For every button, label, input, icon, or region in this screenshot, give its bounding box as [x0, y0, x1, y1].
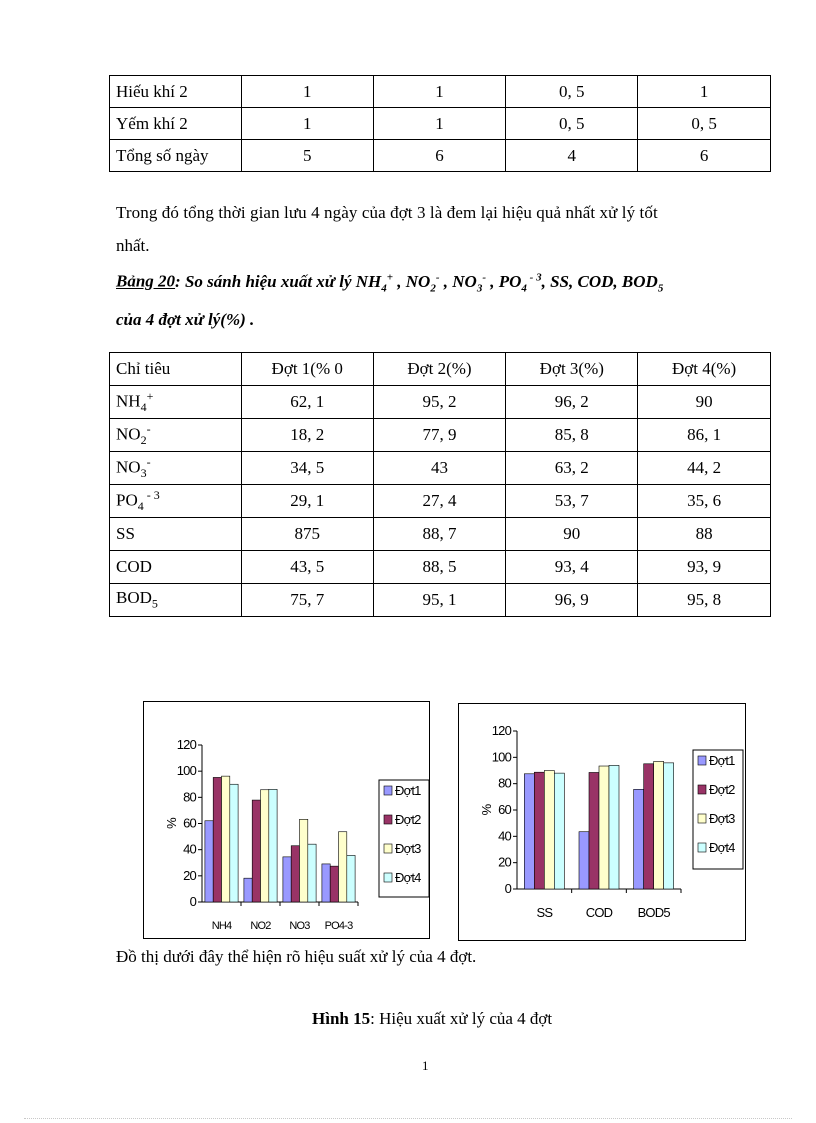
- table-cell: 1: [241, 108, 373, 140]
- legend-label: Đợt1: [395, 783, 421, 798]
- value-cell: 43, 5: [241, 551, 373, 584]
- table-cell: 1: [373, 108, 506, 140]
- y-tick-label: 80: [498, 775, 511, 791]
- x-tick-label: NO3: [289, 920, 310, 932]
- parameter-cell: $NO_2^-$: [110, 419, 242, 452]
- value-cell: 18, 2: [241, 419, 373, 452]
- value-cell: 29, 1: [241, 485, 373, 518]
- bar-t2-po43: [330, 866, 338, 902]
- value-cell: 53, 7: [506, 485, 638, 518]
- y-axis-label: %: [164, 818, 179, 829]
- value-cell: 63, 2: [506, 452, 638, 485]
- chart-ss-cod-bod-plot: [459, 704, 745, 940]
- table-row: [110, 76, 771, 108]
- value-cell: 96, 9: [506, 584, 638, 617]
- table-row: [110, 419, 771, 452]
- page-footer-line: [24, 1118, 792, 1119]
- value-cell: 93, 4: [506, 551, 638, 584]
- bar-t1-cod: [579, 832, 589, 889]
- table-cell: 0, 5: [638, 108, 771, 140]
- table-cell: 4: [506, 140, 638, 172]
- value-cell: 90: [638, 386, 771, 419]
- value-cell: 62, 1: [241, 386, 373, 419]
- bar-t4-no3: [308, 844, 316, 902]
- legend-label: Đợt2: [709, 782, 735, 797]
- table-caption-label: Bảng 20: [116, 271, 176, 291]
- bar-t3-bod5: [654, 761, 664, 889]
- column-header: Đợt 3(%): [506, 353, 638, 386]
- value-cell: 875: [241, 518, 373, 551]
- legend-swatch: [698, 785, 706, 794]
- bar-t3-po43: [339, 832, 347, 902]
- y-tick-label: 40: [498, 828, 511, 844]
- x-tick-label: SS: [536, 905, 553, 920]
- x-tick-label: NH4: [211, 920, 232, 932]
- x-tick-label: NO2: [250, 920, 271, 932]
- column-header: Đợt 4(%): [638, 353, 771, 386]
- bar-t1-bod5: [634, 789, 644, 889]
- x-tick-label: BOD5: [637, 905, 670, 920]
- parameter-cell: $BOD_5$: [110, 584, 242, 617]
- y-tick-label: 20: [183, 867, 196, 883]
- table-caption: [116, 262, 776, 335]
- value-cell: 34, 5: [241, 452, 373, 485]
- bar-t1-nh4: [205, 821, 213, 902]
- column-header: Đợt 1(% 0: [241, 353, 373, 386]
- table-row: [110, 108, 771, 140]
- chart-ss-cod-bod: [458, 703, 746, 941]
- bar-t3-no3: [300, 819, 308, 902]
- value-cell: 86, 1: [638, 419, 771, 452]
- bar-t2-nh4: [213, 777, 221, 902]
- page-number: 1: [422, 1058, 429, 1073]
- bar-t1-po43: [322, 864, 330, 902]
- y-tick-label: 60: [183, 815, 196, 831]
- y-tick-label: 0: [189, 894, 196, 909]
- retention-days-table: [109, 75, 771, 172]
- bar-t4-nh4: [230, 784, 238, 902]
- table-row: [110, 551, 771, 584]
- y-tick-label: 60: [498, 802, 511, 817]
- table-row: [110, 485, 771, 518]
- y-tick-label: 100: [176, 763, 196, 779]
- figure-caption: [312, 1004, 552, 1034]
- legend-swatch: [698, 843, 706, 852]
- bar-t3-ss: [544, 771, 554, 890]
- paragraph-line: nhất.: [116, 236, 150, 255]
- legend-label: Đợt4: [709, 840, 735, 855]
- parameter-cell: SS: [110, 518, 242, 551]
- table-cell: 0, 5: [506, 76, 638, 108]
- legend-swatch: [384, 815, 392, 824]
- chart-nutrients: [143, 701, 430, 939]
- table-row: [110, 584, 771, 617]
- parameter-cell: $PO_4$ $^{- 3}$: [110, 485, 242, 518]
- value-cell: 27, 4: [373, 485, 506, 518]
- y-tick-label: 80: [183, 789, 196, 805]
- legend-swatch: [384, 786, 392, 795]
- value-cell: 85, 8: [506, 419, 638, 452]
- legend-swatch: [698, 814, 706, 823]
- legend-label: Đợt3: [395, 841, 421, 856]
- table-cell: 1: [241, 76, 373, 108]
- efficiency-table-body: [110, 353, 771, 617]
- table-header-row: [110, 353, 771, 386]
- value-cell: 77, 9: [373, 419, 506, 452]
- y-axis-label: %: [479, 804, 494, 816]
- value-cell: 95, 1: [373, 584, 506, 617]
- bar-t1-no3: [283, 857, 291, 902]
- bar-t2-ss: [534, 772, 544, 889]
- column-header: Chỉ tiêu: [110, 353, 242, 386]
- bar-t2-no2: [252, 800, 260, 902]
- parameter-cell: COD: [110, 551, 242, 584]
- value-cell: 43: [373, 452, 506, 485]
- paragraph-line: Trong đó tổng thời gian lưu 4 ngày của đợt 3 là đem lại hiệu quả nhất xử lý tốt: [116, 203, 658, 222]
- legend-label: Đợt4: [395, 870, 421, 885]
- chart-nutrients-plot: [144, 702, 429, 938]
- value-cell: 95, 2: [373, 386, 506, 419]
- y-tick-label: 0: [504, 881, 511, 896]
- table-caption-subtitle: của 4 đợt xử lý(%) .: [116, 310, 255, 330]
- table-row: [110, 140, 771, 172]
- value-cell: 44, 2: [638, 452, 771, 485]
- x-tick-label: COD: [585, 905, 613, 920]
- legend-label: Đợt3: [709, 811, 735, 826]
- table-cell: 1: [638, 76, 771, 108]
- bar-t2-cod: [589, 772, 599, 889]
- value-cell: 95, 8: [638, 584, 771, 617]
- table-cell: 0, 5: [506, 108, 638, 140]
- bar-t3-nh4: [222, 776, 230, 902]
- column-header: Đợt 2(%): [373, 353, 506, 386]
- legend-swatch: [384, 873, 392, 882]
- y-tick-label: 120: [176, 737, 196, 752]
- table-row: [110, 518, 771, 551]
- bar-t3-no2: [261, 790, 269, 902]
- bar-t2-no3: [291, 846, 299, 902]
- figure-caption-text: : Hiệu xuất xử lý của 4 đợt: [370, 1009, 553, 1028]
- table-cell: Tổng số ngày: [110, 140, 242, 172]
- bar-t4-po43: [347, 855, 355, 902]
- y-tick-label: 120: [491, 723, 511, 738]
- table-cell: 6: [638, 140, 771, 172]
- value-cell: 75, 7: [241, 584, 373, 617]
- y-tick-label: 100: [491, 749, 511, 765]
- bar-t4-bod5: [664, 763, 674, 889]
- table-cell: 6: [373, 140, 506, 172]
- legend-swatch: [384, 844, 392, 853]
- value-cell: 96, 2: [506, 386, 638, 419]
- bar-t4-cod: [609, 765, 619, 889]
- bar-t2-bod5: [644, 764, 654, 889]
- value-cell: 90: [506, 518, 638, 551]
- bar-t4-ss: [554, 773, 564, 889]
- table-caption-title: : So sánh hiệu xuất xử lý $NH_4^+$ , $NO_2^-$ , $NO_3^-$ , $PO_4$ $^{- 3}$, SS, COD, $BOD_5$: [175, 271, 664, 295]
- table-row: [110, 452, 771, 485]
- legend-swatch: [698, 756, 706, 765]
- value-cell: 93, 9: [638, 551, 771, 584]
- value-cell: 88, 7: [373, 518, 506, 551]
- bar-t1-ss: [524, 774, 534, 889]
- table-cell: Hiếu khí 2: [110, 76, 242, 108]
- bar-t3-cod: [599, 766, 609, 889]
- legend-label: Đợt2: [395, 812, 421, 827]
- parameter-cell: $NH_4^+$: [110, 386, 242, 419]
- paragraph-chart-intro: Đồ thị dưới đây thể hiện rõ hiệu suất xử lý của 4 đợt.: [116, 947, 477, 966]
- figure-caption-label: Hình 15: [312, 1009, 371, 1028]
- bar-t1-no2: [244, 878, 252, 902]
- parameter-cell: $NO_3^-$: [110, 452, 242, 485]
- paragraph-retention-summary: [116, 196, 756, 262]
- x-tick-label: PO4-3: [324, 920, 353, 932]
- value-cell: 35, 6: [638, 485, 771, 518]
- value-cell: 88: [638, 518, 771, 551]
- bar-t4-no2: [269, 789, 277, 902]
- table-cell: Yếm khí 2: [110, 108, 242, 140]
- y-tick-label: 20: [498, 854, 511, 870]
- table-cell: 5: [241, 140, 373, 172]
- efficiency-table: [109, 352, 771, 617]
- y-tick-label: 40: [183, 841, 196, 857]
- table-row: [110, 386, 771, 419]
- table-cell: 1: [373, 76, 506, 108]
- value-cell: 88, 5: [373, 551, 506, 584]
- legend-label: Đợt1: [709, 753, 735, 768]
